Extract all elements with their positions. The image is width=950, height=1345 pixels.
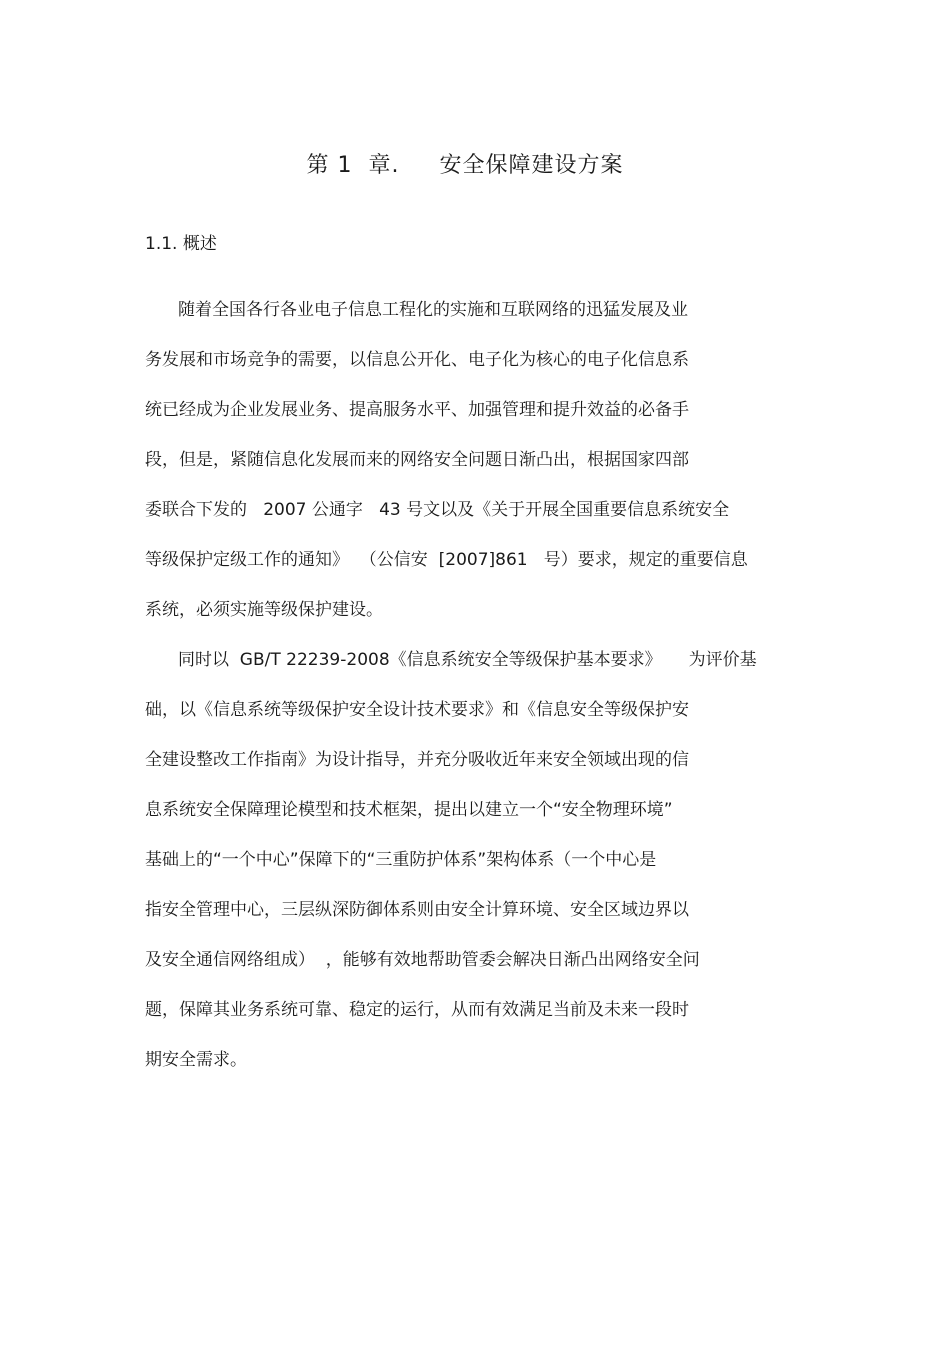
paragraph-line: 基础上的“一个中心”保障下的“三重防护体系”架构体系（一个中心是	[145, 850, 657, 870]
paragraph-line: 及安全通信网络组成） ，能够有效地帮助管委会解决日渐凸出网络安全问	[145, 950, 700, 970]
paragraph-line: 委联合下发的 2007 公通字 43 号文以及《关于开展全国重要信息系统安全	[145, 500, 730, 520]
paragraph-line: 务发展和市场竞争的需要，以信息公开化、电子化为核心的电子化信息系	[145, 350, 689, 370]
section-heading: 1.1. 概述	[145, 234, 217, 254]
paragraph-line: 期安全需求。	[145, 1050, 247, 1070]
paragraph-line: 息系统安全保障理论模型和技术框架，提出以建立一个“安全物理环境”	[145, 800, 673, 820]
chapter-title: 第 1 章. 安全保障建设方案	[306, 153, 624, 178]
paragraph-line: 础，以《信息系统等级保护安全设计技术要求》和《信息安全等级保护安	[145, 700, 689, 720]
paragraph-line: 指安全管理中心，三层纵深防御体系则由安全计算环境、安全区域边界以	[145, 900, 689, 920]
paragraph-line: 题，保障其业务系统可靠、稳定的运行，从而有效满足当前及未来一段时	[145, 1000, 689, 1020]
paragraph-line: 等级保护定级工作的通知》 （公信安 [2007]861 号）要求，规定的重要信息	[145, 550, 748, 570]
paragraph-line: 全建设整改工作指南》为设计指导，并充分吸收近年来安全领域出现的信	[145, 750, 689, 770]
paragraph-line: 随着全国各行各业电子信息工程化的实施和互联网络的迅猛发展及业	[178, 300, 688, 320]
paragraph-line: 段，但是，紧随信息化发展而来的网络安全问题日渐凸出，根据国家四部	[145, 450, 689, 470]
paragraph-line: 统已经成为企业发展业务、提高服务水平、加强管理和提升效益的必备手	[145, 400, 689, 420]
paragraph-line: 系统，必须实施等级保护建设。	[145, 600, 383, 620]
paragraph-line: 同时以 GB/T 22239-2008《信息系统安全等级保护基本要求》 为评价基	[178, 650, 757, 670]
